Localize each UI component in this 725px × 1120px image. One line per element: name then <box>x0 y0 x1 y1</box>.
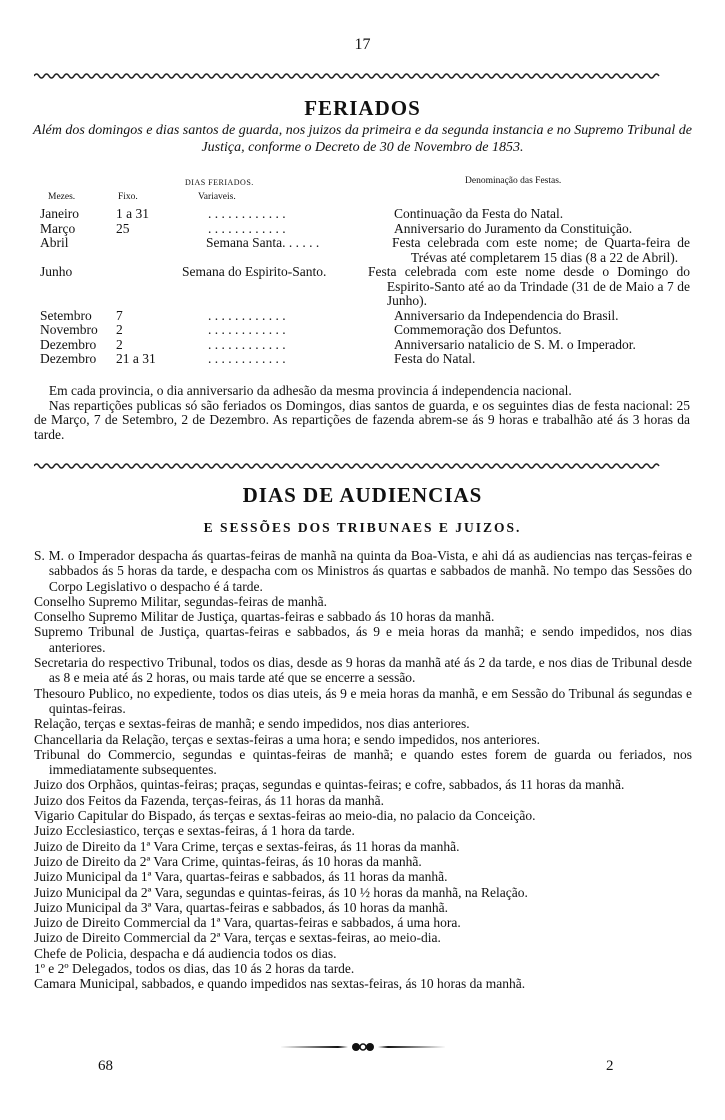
ornament-divider <box>0 1040 725 1059</box>
audiencia-entry: Chancellaria da Relação, terças e sextas-feiras a uma hora; e sendo impedidos, nos anteriores. <box>34 731 541 747</box>
holiday-variable-label: Semana do Espirito-Santo. <box>182 265 327 279</box>
holiday-variable-label: Semana Santa. <box>206 236 286 250</box>
leader-dots: . . . . . . . . . . . . <box>208 323 286 337</box>
audiencia-entry: Juizo Ecclesiastico, terças e sextas-feiras, á 1 hora da tarde. <box>34 823 355 839</box>
audiencia-entry: Thesouro Publico, no expediente, todos os dias uteis, ás 9 e meia horas da manhã, e em Sessão do Tribunal ás segundas e quintas-feiras. <box>34 685 692 716</box>
leader-dots: . . . . . . . . . . . . <box>208 352 286 366</box>
holiday-row <box>40 338 690 353</box>
holiday-month: Novembro <box>40 322 98 337</box>
audiencia-entry: Vigario Capitular do Bispado, ás terças e sextas-feiras ao meio-dia, no palacio da Conceição. <box>34 808 536 824</box>
holiday-fixed-day: 1 a 31 <box>116 206 149 221</box>
wavy-divider <box>34 72 694 80</box>
audiencia-entry: Relação, terças e sextas-feiras de manhã; e sendo impedidos, nos dias anteriores. <box>34 716 470 732</box>
audiencia-entry: Juizo dos Feitos da Fazenda, terças-feiras, ás 11 horas da manhã. <box>34 792 385 808</box>
holiday-fixed-day: 2 <box>116 322 123 337</box>
audiencia-entry: Juizo Municipal da 1ª Vara, quartas-feiras e sabbados, ás 11 horas da manhã. <box>34 869 448 885</box>
holiday-name: Anniversario do Juramento da Constituição. <box>394 220 633 236</box>
audiencia-entry: Supremo Tribunal de Justiça, quartas-feiras e sabbados, ás 9 e meia horas da manhã; e sendo impedidos, nos dias anteriores. <box>34 624 692 655</box>
holiday-row <box>40 265 690 309</box>
holiday-month: Dezembro <box>40 351 97 366</box>
signature-mark-left: 68 <box>98 1058 113 1074</box>
audiencia-entry: 1º e 2º Delegados, todos os dias, das 10 ás 2 horas da tarde. <box>34 961 355 977</box>
holiday-variable <box>172 236 392 265</box>
holiday-month: Abril <box>40 235 69 250</box>
signature-mark-right: 2 <box>606 1058 614 1074</box>
audiencia-entry: Juizo de Direito da 1ª Vara Crime, terças e sextas-feiras, ás 11 horas da manhã. <box>34 838 460 854</box>
page-number: 17 <box>354 36 371 53</box>
note: Em cada provincia, o dia anniversario da adhesão da mesma provincia á independencia nacional. <box>48 383 572 398</box>
audiencia-entry: Juizo de Direito Commercial da 2ª Vara, terças e sextas-feiras, ao meio-dia. <box>34 930 441 946</box>
section-title-audiencias: DIAS DE AUDIENCIAS <box>242 483 483 507</box>
feriados-notes <box>34 384 690 442</box>
audiencia-entry: Conselho Supremo Militar, segundas-feiras de manhã. <box>34 593 328 609</box>
leader-dots: . . . . . . . . . . . . <box>208 337 286 352</box>
feriados-intro: Além dos domingos e dias santos de guarda, nos juizos da primeira e da segunda instancia e no Supremo Tribunal de Justiça, conforme o Decreto de 30 de Novembro de 1853. <box>33 123 692 155</box>
holiday-month: Janeiro <box>40 206 79 221</box>
holiday-row <box>40 323 690 338</box>
holiday-fixed-day: 2 <box>116 336 123 352</box>
audiencia-entry: Conselho Supremo Militar de Justiça, quartas-feiras e sabbado ás 10 horas da manhã. <box>34 609 495 625</box>
section-subtitle: E SESSÕES DOS TRIBUNAES E JUIZOS. <box>203 520 522 535</box>
audiencia-entry: Juizo de Direito Commercial da 1ª Vara, quartas-feiras e sabbados, á uma hora. <box>34 915 461 931</box>
audiencias-list <box>34 548 692 992</box>
holiday-variable <box>172 338 394 353</box>
holiday-row <box>40 309 690 324</box>
holiday-fixed-day <box>116 236 172 265</box>
note: Nas repartições publicas só são feriados os Domingos, dias santos de guarda, e os seguintes dias de festa nacional: 25 de Março, 7 de Setembro, 2 de Dezembro. As repartições de fazenda abrem-se ás 9 horas e trabalhão até ás 3 horas da tarde. <box>34 397 690 442</box>
holiday-row <box>40 222 690 237</box>
header-fixo: Fixo. <box>118 192 138 202</box>
holiday-month: Setembro <box>40 307 92 323</box>
header-dias-feriados: DIAS FERIADOS. <box>185 178 254 187</box>
leader-dots: . . . . . . . . . . . . <box>208 308 286 323</box>
holiday-row <box>40 236 690 265</box>
leader-dots: . . . . . . . . . . . . <box>208 221 286 236</box>
holiday-month: Junho <box>40 264 73 279</box>
holiday-variable <box>172 309 394 324</box>
holiday-name: Festa celebrada com este nome desde o Domingo do Espirito-Santo até ao da Trindade (31 de de Maio a 7 de Junho). <box>368 264 690 308</box>
audiencia-entry: Juizo de Direito da 2ª Vara Crime, quintas-feiras, ás 10 horas da manhã. <box>34 853 422 869</box>
holiday-name: Anniversario natalicio de S. M. o Imperador. <box>394 336 636 352</box>
audiencia-entry: Juizo dos Orphãos, quintas-feiras; praças, segundas e quintas-feiras; e cofre, sabbados, ás 11 horas da manhã. <box>34 777 625 793</box>
audiencia-entry: Secretaria do respectivo Tribunal, todos os dias, desde as 9 horas da manhã até ás 2 da tarde, e nos dias de Tribunal desde as 8 e meia até ás 2 horas, ou mais tarde até que se encerre a sessão. <box>34 655 692 686</box>
holiday-fixed-day: 21 a 31 <box>116 351 156 366</box>
holiday-name: Festa do Natal. <box>394 351 476 366</box>
section-title-feriados: FERIADOS <box>304 96 421 120</box>
holiday-name: Anniversario da Independencia do Brasil. <box>394 307 619 323</box>
holidays-table <box>40 207 690 367</box>
audiencia-entry: Camara Municipal, sabbados, e quando impedidos nas sextas-feiras, ás 10 horas da manhã. <box>34 976 526 992</box>
leader-dots: . . . . . . . . . . . . <box>208 207 286 221</box>
wavy-divider <box>34 462 694 470</box>
header-mezes: Mezes. <box>48 192 76 202</box>
leader-dots: . . . . . <box>285 236 320 250</box>
holiday-fixed-day: 25 <box>116 220 130 236</box>
holiday-name: Commemoração dos Defuntos. <box>394 322 562 337</box>
header-denominacao: Denominação das Festas. <box>465 176 562 186</box>
holiday-name: Continuação da Festa do Natal. <box>394 206 564 221</box>
holiday-variable <box>172 352 394 367</box>
audiencia-entry: S. M. o Imperador despacha ás quartas-feiras de manhã na quinta da Boa-Vista, e ahi dá as audiencias nas terças-feiras e sabbados ás 5 horas da tarde, e despacha com os Ministros ás quartas e sabbados de manhã. No tempo das Sessões do Corpo Legislativo o despacho é á tarde. <box>34 548 692 594</box>
audiencia-entry: Juizo Municipal da 2ª Vara, segundas e quintas-feiras, ás 10 ½ horas da manhã, na Relação. <box>34 884 528 900</box>
holiday-variable <box>172 265 368 309</box>
holiday-month: Dezembro <box>40 336 97 352</box>
holiday-variable <box>172 323 394 338</box>
holiday-fixed-day <box>116 265 172 309</box>
audiencia-entry: Chefe de Policia, despacha e dá audiencia todos os dias. <box>34 945 337 961</box>
audiencia-entry: Juizo Municipal da 3ª Vara, quartas-feiras e sabbados, ás 10 horas da manhã. <box>34 899 448 915</box>
holiday-name: Festa celebrada com este nome; de Quarta-feira de Trévas até completarem 15 dias (8 a 22 de Abril). <box>392 235 690 265</box>
holiday-variable <box>172 222 394 237</box>
holiday-fixed-day: 7 <box>116 307 123 323</box>
header-variaveis: Variaveis. <box>198 192 236 202</box>
holiday-row <box>40 352 690 367</box>
holiday-month: Março <box>40 220 76 236</box>
holiday-row <box>40 207 690 222</box>
audiencia-entry: Tribunal do Commercio, segundas e quintas-feiras de manhã; e quando estes forem de guarda ou feriados, nos immediatamente subsequentes. <box>34 746 692 778</box>
holiday-variable <box>172 207 394 222</box>
